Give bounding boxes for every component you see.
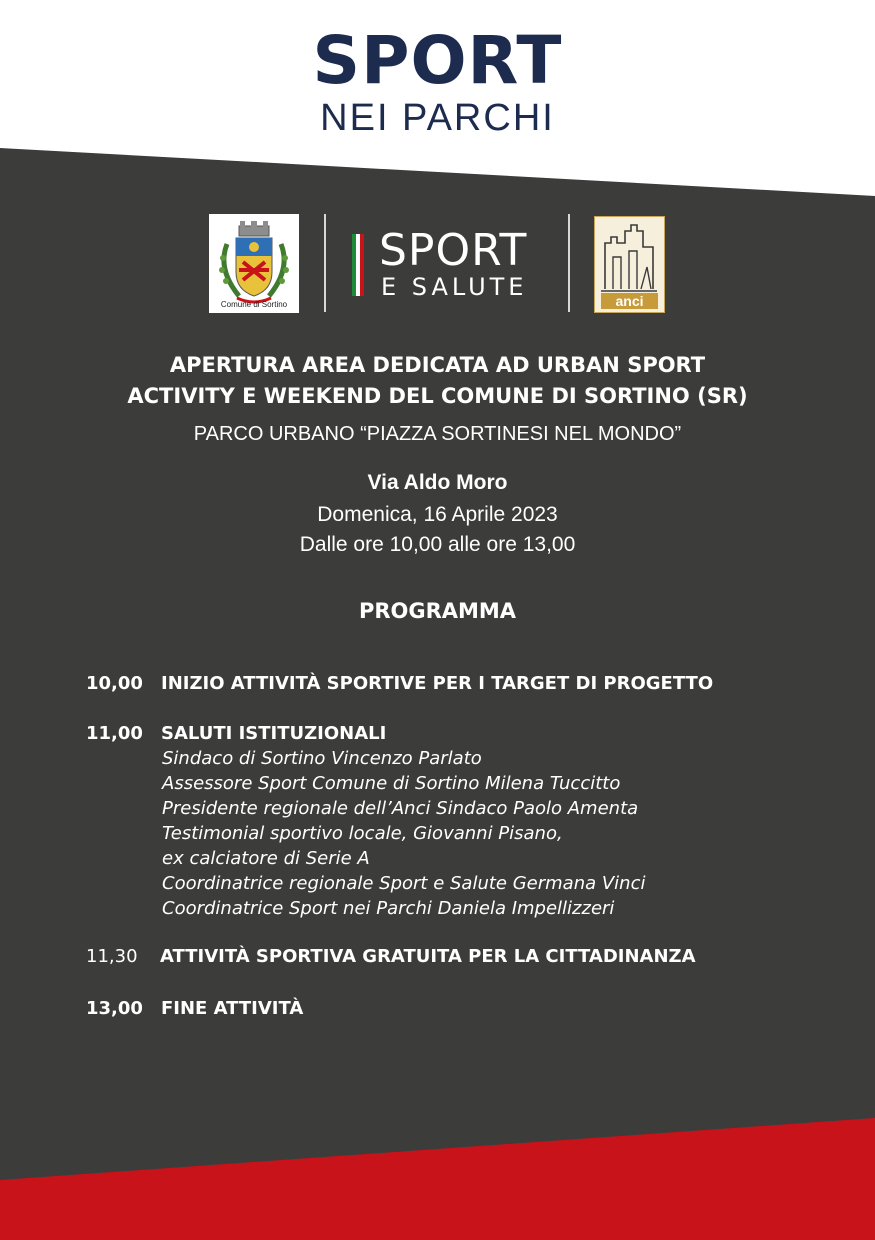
sport-e-salute-logo-line2: E SALUTE: [381, 273, 528, 301]
speaker-line: Coordinatrice Sport nei Parchi Daniela Impellizzeri: [162, 898, 615, 919]
event-location: PARCO URBANO “PIAZZA SORTINESI NEL MONDO”: [193, 423, 682, 445]
programma-activity: ATTIVITÀ SPORTIVA GRATUITA PER LA CITTADINANZA: [160, 946, 696, 967]
logo-divider: [324, 214, 326, 312]
italian-flag-icon: [352, 234, 364, 296]
programma-time: 11,00: [86, 723, 143, 744]
speaker-line: Sindaco di Sortino Vincenzo Parlato: [162, 748, 482, 769]
municipality-crest-logo: [209, 214, 299, 313]
event-street: Via Aldo Moro: [367, 471, 508, 494]
programma-heading: PROGRAMMA: [358, 599, 517, 623]
programma-time: 13,00: [86, 998, 143, 1019]
programma-time: 11,30: [86, 946, 138, 967]
speaker-line: Assessore Sport Comune di Sortino Milena Tuccitto: [162, 773, 621, 794]
speaker-line: Presidente regionale dell’Anci Sindaco Paolo Amenta: [162, 798, 639, 819]
event-title-line1: APERTURA AREA DEDICATA AD URBAN SPORT: [169, 353, 706, 377]
logo-divider: [568, 214, 570, 312]
event-hours: Dalle ore 10,00 alle ore 13,00: [299, 533, 576, 556]
programma-time: 10,00: [86, 673, 143, 694]
sport-e-salute-logo-line1: SPORT: [379, 225, 528, 276]
anci-label: anci: [615, 293, 644, 309]
event-date: Domenica, 16 Aprile 2023: [317, 503, 558, 526]
programma-activity: INIZIO ATTIVITÀ SPORTIVE PER I TARGET DI PROGETTO: [161, 673, 714, 694]
event-title-line2: ACTIVITY E WEEKEND DEL COMUNE DI SORTINO (SR): [127, 384, 748, 408]
anci-castle-icon: [595, 217, 664, 312]
municipality-caption: Comune di Sortino: [220, 300, 288, 309]
brand-title: SPORT: [312, 22, 563, 99]
speaker-line: Coordinatrice regionale Sport e Salute Germana Vinci: [162, 873, 646, 894]
programma-activity: FINE ATTIVITÀ: [161, 998, 304, 1019]
speaker-line: ex calciatore di Serie A: [162, 848, 370, 869]
programma-activity: SALUTI ISTITUZIONALI: [161, 723, 387, 744]
brand-subtitle: NEI PARCHI: [320, 97, 555, 139]
crest-icon: [209, 214, 299, 313]
anci-logo: [594, 216, 665, 313]
speaker-line: Testimonial sportivo locale, Giovanni Pisano,: [162, 823, 563, 844]
